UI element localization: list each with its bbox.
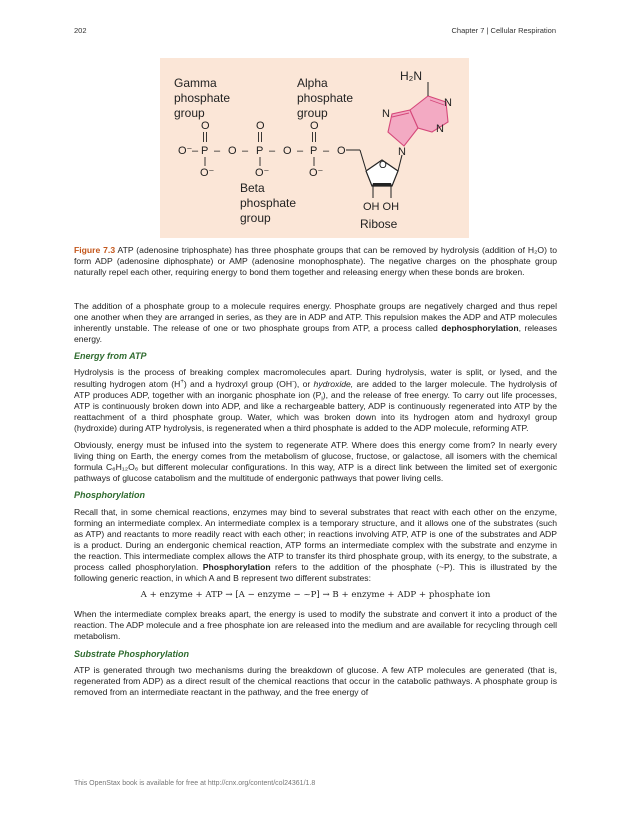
superscript: -: [292, 378, 295, 385]
gamma-label-line2: phosphate: [174, 91, 231, 105]
section-heading-substrate-phosphorylation: Substrate Phosphorylation: [74, 648, 190, 659]
text-run: Hydrolysis is the process of breaking complex macromolecules apart. During hydrolysis, water is split, or lysed, and the resulting hydrogen atom (H: [74, 367, 557, 389]
text-run: The addition of a phosphate group to a molecule requires energy. Phosphate groups are negatively charged and thus repel one another when they are arranged in series, as they are in ADP and ATP. This repulsion makes the ADP and ATP molecules inherently unstable. The release of one or two phosphate groups from ATP, a process called: [74, 301, 557, 334]
beta-label-line2: phosphate: [240, 196, 297, 210]
bond-dash: –: [297, 145, 304, 157]
term-phosphorylation: Phosphorylation: [202, 561, 271, 572]
bond-dash: –: [214, 145, 221, 157]
paragraph: Obviously, energy must be infused into the system to regenerate ATP. Where does this energy come from? In nearly every living thing on Earth, the energy comes from the metabolism of glucose, fructose, or galactose, all isomers with the chemical formula C₆H₁₂O₆ but different molecular configurations. In this way, ATP is a direct link between the limited set of exergonic pathways of glucose catabolism and the multitude of endergonic pathways that power living cells.: [74, 440, 557, 484]
paragraph: [74, 367, 557, 434]
oxygen-minus: O⁻: [255, 167, 270, 179]
oxygen-minus: O⁻: [309, 167, 324, 179]
figure-label: Figure 7.3: [74, 245, 116, 255]
paragraph: ATP is generated through two mechanisms during the breakdown of glucose. A few ATP molecules are generated (that is, regenerated from ADP) as a direct result of the chemical reactions that occur in the catabolic pathways. A phosphate group is removed from an intermediate reactant in the pathway, and the free energy of: [74, 664, 557, 697]
italic-term: hydroxide,: [313, 378, 354, 389]
bond-dash: –: [323, 145, 330, 157]
nitrogen-atom: N: [382, 108, 390, 120]
oxygen-atom: O: [283, 145, 292, 157]
oxygen-atom: O: [228, 145, 237, 157]
alpha-label-line3: group: [297, 106, 328, 120]
ribose-ring: [360, 160, 399, 231]
hydroxyl-groups: OH OH: [363, 201, 400, 213]
body-text: [74, 301, 557, 704]
gamma-label-line1: Gamma: [174, 76, 217, 90]
beta-label-line3: group: [240, 211, 271, 225]
nitrogen-atom: N: [436, 123, 444, 135]
page-number: 202: [74, 26, 87, 35]
ribose-label: Ribose: [360, 217, 398, 231]
phosphorus-atom: P: [201, 145, 209, 157]
bond-dash: –: [192, 145, 199, 157]
phosphate-chain: [178, 120, 346, 179]
ring-oxygen: O: [379, 160, 387, 171]
paragraph: [74, 507, 557, 585]
beta-label-line1: Beta: [240, 181, 265, 195]
atp-structure-diagram: [160, 58, 469, 238]
reaction-equation: A + enzyme + ATP → [A − enzyme − ~P] → B + enzyme + ADP + phosphate ion: [140, 590, 491, 601]
text-run: ), and the release of free energy. To carry out life processes, ATP is continuously broken down into ADP, and like a rechargeable battery, ADP is continuously regenerated into ATP by the reattachment of a third phosphate group. Water, which was broken down into its hydrogen atom and hydroxyl group (hydroxide) during ATP hydrolysis, is regenerated when a third phosphate is added to the ADP molecule, reforming ATP.: [74, 389, 557, 433]
text-run: Recall that, in some chemical reactions, enzymes may bind to several substrates that react with each other on the enzyme, forming an intermediate complex. An intermediate complex is a temporary structure, and it allows one of the substrates (such as ATP) and reactants to more readily react with each other; in reactions involving ATP, ATP is one of the substrates and ADP is a product. During an endergonic chemical reaction, ATP forms an intermediate complex with the substrate and enzyme in the reaction. This intermediate complex allows the ATP to transfer its third phosphate group, with its energy, to the substrate, a process called phosphorylation.: [74, 506, 557, 572]
alpha-label-line2: phosphate: [297, 91, 354, 105]
text-run: ), or: [294, 378, 314, 389]
oxygen-atom: O: [256, 120, 265, 132]
paragraph: When the intermediate complex breaks apart, the energy is used to modify the substrate and convert it into a product of the reaction. The ADP molecule and a free phosphate ion are released into the medium and are available for recycling through cell metabolism.: [74, 609, 557, 642]
oxygen-minus: O⁻: [200, 167, 215, 179]
bond-dash: –: [269, 145, 276, 157]
text-run: are added to the larger molecule. The hydrolysis of ATP produces ADP, together with an inorganic phosphate ion (P: [74, 378, 558, 400]
nitrogen-atom: N: [444, 97, 452, 109]
paragraph: [74, 301, 557, 345]
adenine-base: [382, 69, 452, 158]
oxygen-atom: O: [310, 120, 319, 132]
chapter-title: Chapter 7 | Cellular Respiration: [451, 26, 556, 35]
caption-text: ATP (adenosine triphosphate) has three phosphate groups that can be removed by hydrolysis (addition of H₂O) to form ADP (adenosine diphosphate) or AMP (adenosine monophosphate). The negative charges on the phosphate group naturally repel each other, requiring energy to bond them together and releasing energy when these bonds are broken.: [74, 245, 557, 277]
superscript: +: [180, 378, 184, 385]
text-run: ) and a hydroxyl group (OH: [183, 378, 293, 389]
oxygen-atom: O: [337, 145, 346, 157]
phosphorus-atom: P: [256, 145, 264, 157]
page-footer: This OpenStax book is available for free at http://cnx.org/content/col24361/1.8: [74, 780, 316, 787]
section-heading-energy-from-atp: Energy from ATP: [74, 351, 147, 362]
text-run: , releases energy.: [74, 323, 557, 345]
section-heading-phosphorylation: Phosphorylation: [74, 490, 146, 501]
subscript: i: [321, 396, 323, 403]
nitrogen-atom: N: [398, 146, 406, 158]
oxygen-minus: O⁻: [178, 145, 193, 157]
alpha-label-line1: Alpha: [297, 76, 328, 90]
phosphorus-atom: P: [310, 145, 318, 157]
oxygen-atom: O: [201, 120, 210, 132]
bond-dash: –: [242, 145, 249, 157]
term-dephosphorylation: dephosphorylation: [441, 323, 519, 334]
atp-figure: [160, 58, 469, 238]
text-run: refers to the addition of the phosphate (~P). This is illustrated by the following generic reaction, in which A and B represent two different substrates:: [74, 561, 557, 584]
amine-group: H₂N: [400, 69, 422, 83]
figure-caption: [74, 245, 557, 278]
gamma-label-line3: group: [174, 106, 205, 120]
